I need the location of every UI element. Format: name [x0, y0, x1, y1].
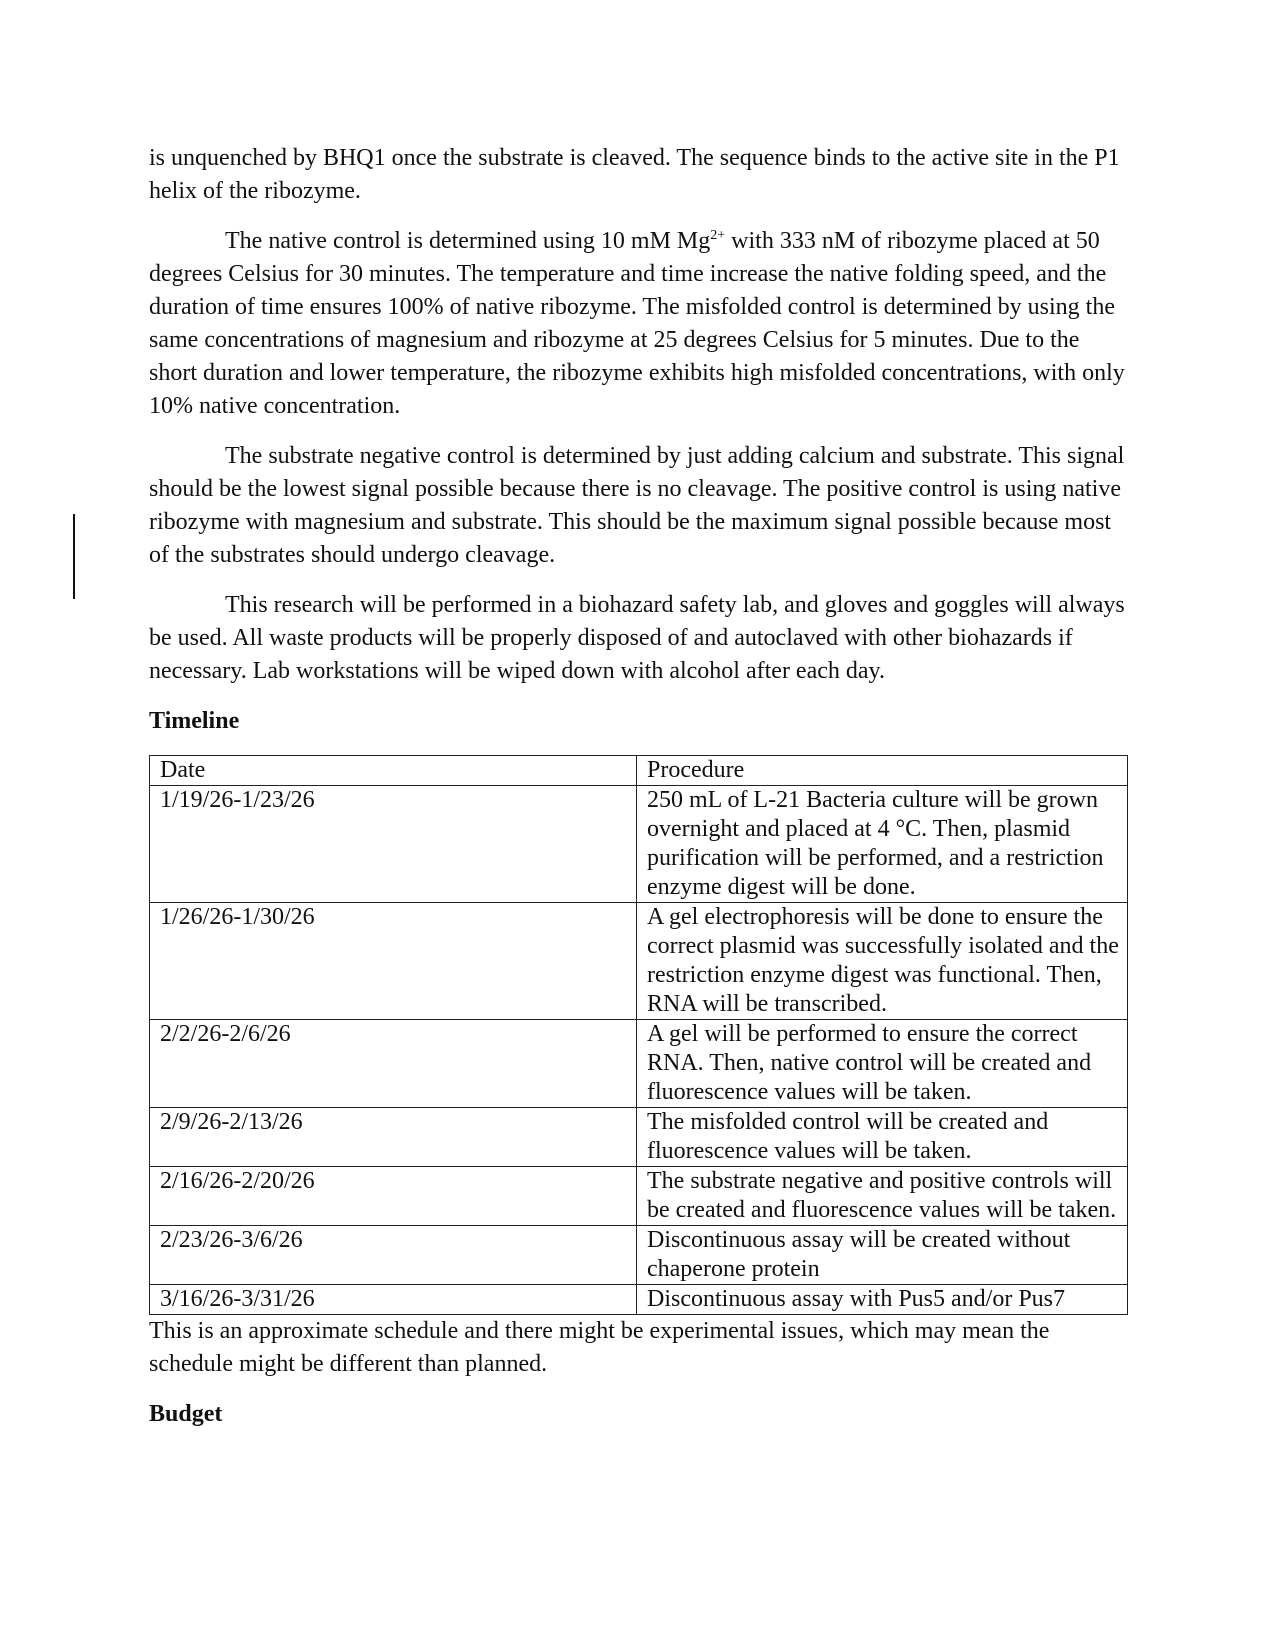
table-row [150, 903, 1128, 1020]
date-column-header: Date [150, 756, 637, 786]
procedure-column-header: Procedure [637, 756, 1128, 786]
procedure-cell: Discontinuous assay with Pus5 and/or Pus7 [637, 1285, 1128, 1315]
table-row [150, 1020, 1128, 1108]
table-row [150, 1226, 1128, 1285]
timeline-table [149, 755, 1128, 1315]
date-cell: 2/2/26-2/6/26 [150, 1020, 637, 1108]
date-cell: 1/19/26-1/23/26 [150, 786, 637, 903]
document-page [149, 142, 1127, 1448]
date-cell: 2/9/26-2/13/26 [150, 1108, 637, 1167]
date-cell: 2/16/26-2/20/26 [150, 1167, 637, 1226]
procedure-cell: A gel will be performed to ensure the correct RNA. Then, native control will be created and fluorescence values will be taken. [637, 1020, 1128, 1108]
date-cell: 2/23/26-3/6/26 [150, 1226, 637, 1285]
procedure-cell: Discontinuous assay will be created without chaperone protein [637, 1226, 1128, 1285]
budget-heading: Budget [149, 1401, 223, 1427]
timeline-heading: Timeline [149, 708, 240, 734]
paragraph-safety: This research will be performed in a biohazard safety lab, and gloves and goggles will always be used. All waste products will be properly disposed of and autoclaved with other biohazards if necessary. Lab workstations will be wiped down with alcohol after each day. [149, 592, 1125, 684]
procedure-cell: The substrate negative and positive controls will be created and fluorescence values will be taken. [637, 1167, 1128, 1226]
paragraph-fluorophore: is unquenched by BHQ1 once the substrate is cleaved. The sequence binds to the active site in the P1 helix of the ribozyme. [149, 145, 1120, 204]
paragraph-controls-text-b: with 333 nM of ribozyme placed at 50 degrees Celsius for 30 minutes. The temperature and time increase the native folding speed, and the duration of time ensures 100% of native ribozyme. The misfolded control is determined by using the same concentrations of magnesium and ribozyme at 25 degrees Celsius for 5 minutes. Due to the short duration and lower temperature, the ribozyme exhibits high misfolded concentrations, with only 10% native concentration. [149, 228, 1125, 419]
table-row [150, 1167, 1128, 1226]
table-row [150, 1108, 1128, 1167]
date-cell: 1/26/26-1/30/26 [150, 903, 637, 1020]
table-row [150, 786, 1128, 903]
procedure-cell: 250 mL of L-21 Bacteria culture will be grown overnight and placed at 4 °C. Then, plasmid purification will be performed, and a restriction enzyme digest will be done. [637, 786, 1128, 903]
superscript-charge: 2+ [710, 228, 726, 243]
procedure-cell: A gel electrophoresis will be done to ensure the correct plasmid was successfully isolated and the restriction enzyme digest was functional. Then, RNA will be transcribed. [637, 903, 1128, 1020]
table-header-row [150, 756, 1128, 786]
revision-change-bar [73, 514, 75, 599]
timeline-note: This is an approximate schedule and there might be experimental issues, which may mean the schedule might be different than planned. [149, 1318, 1050, 1377]
paragraph-controls-text-a: The native control is determined using 10 mM Mg [225, 228, 711, 254]
table-row [150, 1285, 1128, 1315]
procedure-cell: The misfolded control will be created and fluorescence values will be taken. [637, 1108, 1128, 1167]
date-cell: 3/16/26-3/31/26 [150, 1285, 637, 1315]
paragraph-substrate-controls: The substrate negative control is determined by just adding calcium and substrate. This signal should be the lowest signal possible because there is no cleavage. The positive control is using native ribozyme with magnesium and substrate. This should be the maximum signal possible because most of the substrates should undergo cleavage. [149, 443, 1125, 568]
paragraph-controls [149, 225, 1127, 423]
